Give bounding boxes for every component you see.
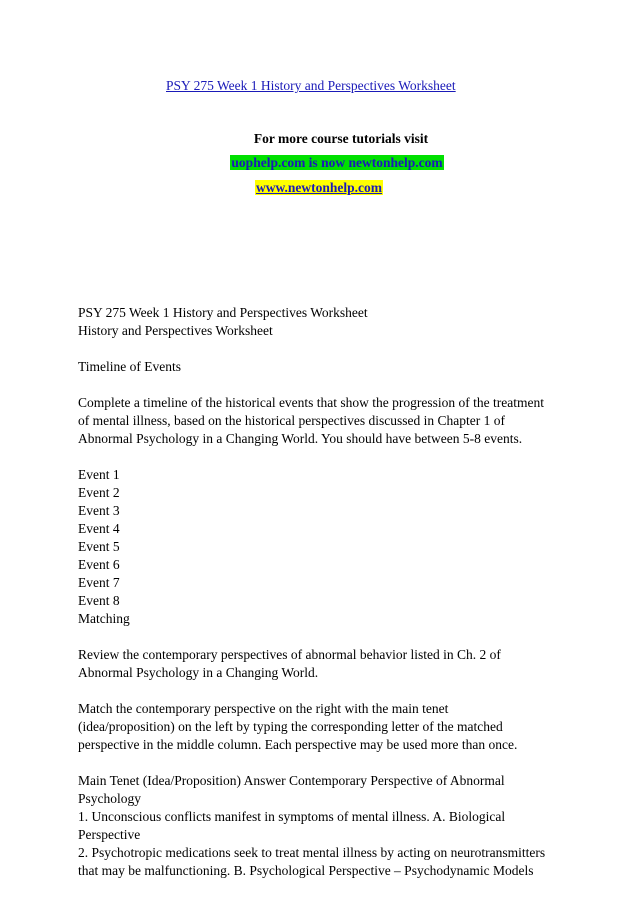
title-link[interactable]: PSY 275 Week 1 History and Perspectives Worksheet — [166, 78, 456, 93]
event-item: Event 1 — [78, 467, 120, 482]
review-text-line: Abnormal Psychology in a Changing World. — [78, 665, 319, 680]
promo-line-2 — [18, 155, 638, 171]
promo-line-1: For more course tutorials visit — [253, 131, 429, 146]
matching-item-line: that may be malfunctioning. B. Psychological Perspective – Psychodynamic Models — [78, 863, 534, 878]
event-item: Event 4 — [78, 521, 120, 536]
document-body — [78, 304, 568, 880]
table-header-line: Main Tenet (Idea/Proposition) Answer Contemporary Perspective of Abnormal — [78, 773, 505, 788]
section-timeline: Timeline of Events — [78, 359, 181, 374]
event-item: Event 6 — [78, 557, 120, 572]
timeline-instructions-line: Complete a timeline of the historical events that show the progression of the treatment — [78, 395, 545, 410]
table-header-line: Psychology — [78, 791, 142, 806]
heading-2: History and Perspectives Worksheet — [78, 323, 273, 338]
matching-item-line: 1. Unconscious conflicts manifest in symptoms of mental illness. A. Biological — [78, 809, 506, 824]
timeline-instructions-line: Abnormal Psychology in a Changing World. You should have between 5-8 events. — [78, 431, 523, 446]
newtonhelp-link[interactable]: www.newtonhelp.com — [255, 180, 382, 195]
timeline-instructions-line: of mental illness, based on the historical perspectives discussed in Chapter 1 of — [78, 413, 506, 428]
event-item: Event 7 — [78, 575, 120, 590]
matching-item-line: 2. Psychotropic medications seek to treat mental illness by acting on neurotransmitters — [78, 845, 546, 860]
promo-line-3[interactable] — [0, 180, 638, 196]
match-instructions-line: perspective in the middle column. Each perspective may be used more than once. — [78, 737, 518, 752]
review-text-line: Review the contemporary perspectives of abnormal behavior listed in Ch. 2 of — [78, 647, 501, 662]
matching-item-line: Perspective — [78, 827, 141, 842]
match-instructions-line: Match the contemporary perspective on the right with the main tenet — [78, 701, 449, 716]
event-item: Event 5 — [78, 539, 120, 554]
event-item: Event 2 — [78, 485, 120, 500]
match-instructions-line: (idea/proposition) on the left by typing the corresponding letter of the matched — [78, 719, 503, 734]
event-item: Event 3 — [78, 503, 120, 518]
event-item: Event 8 — [78, 593, 120, 608]
promo-highlight-green: uophelp.com is now newtonhelp.com — [231, 155, 443, 170]
heading-1: PSY 275 Week 1 History and Perspectives Worksheet — [78, 305, 368, 320]
section-matching: Matching — [78, 611, 130, 626]
